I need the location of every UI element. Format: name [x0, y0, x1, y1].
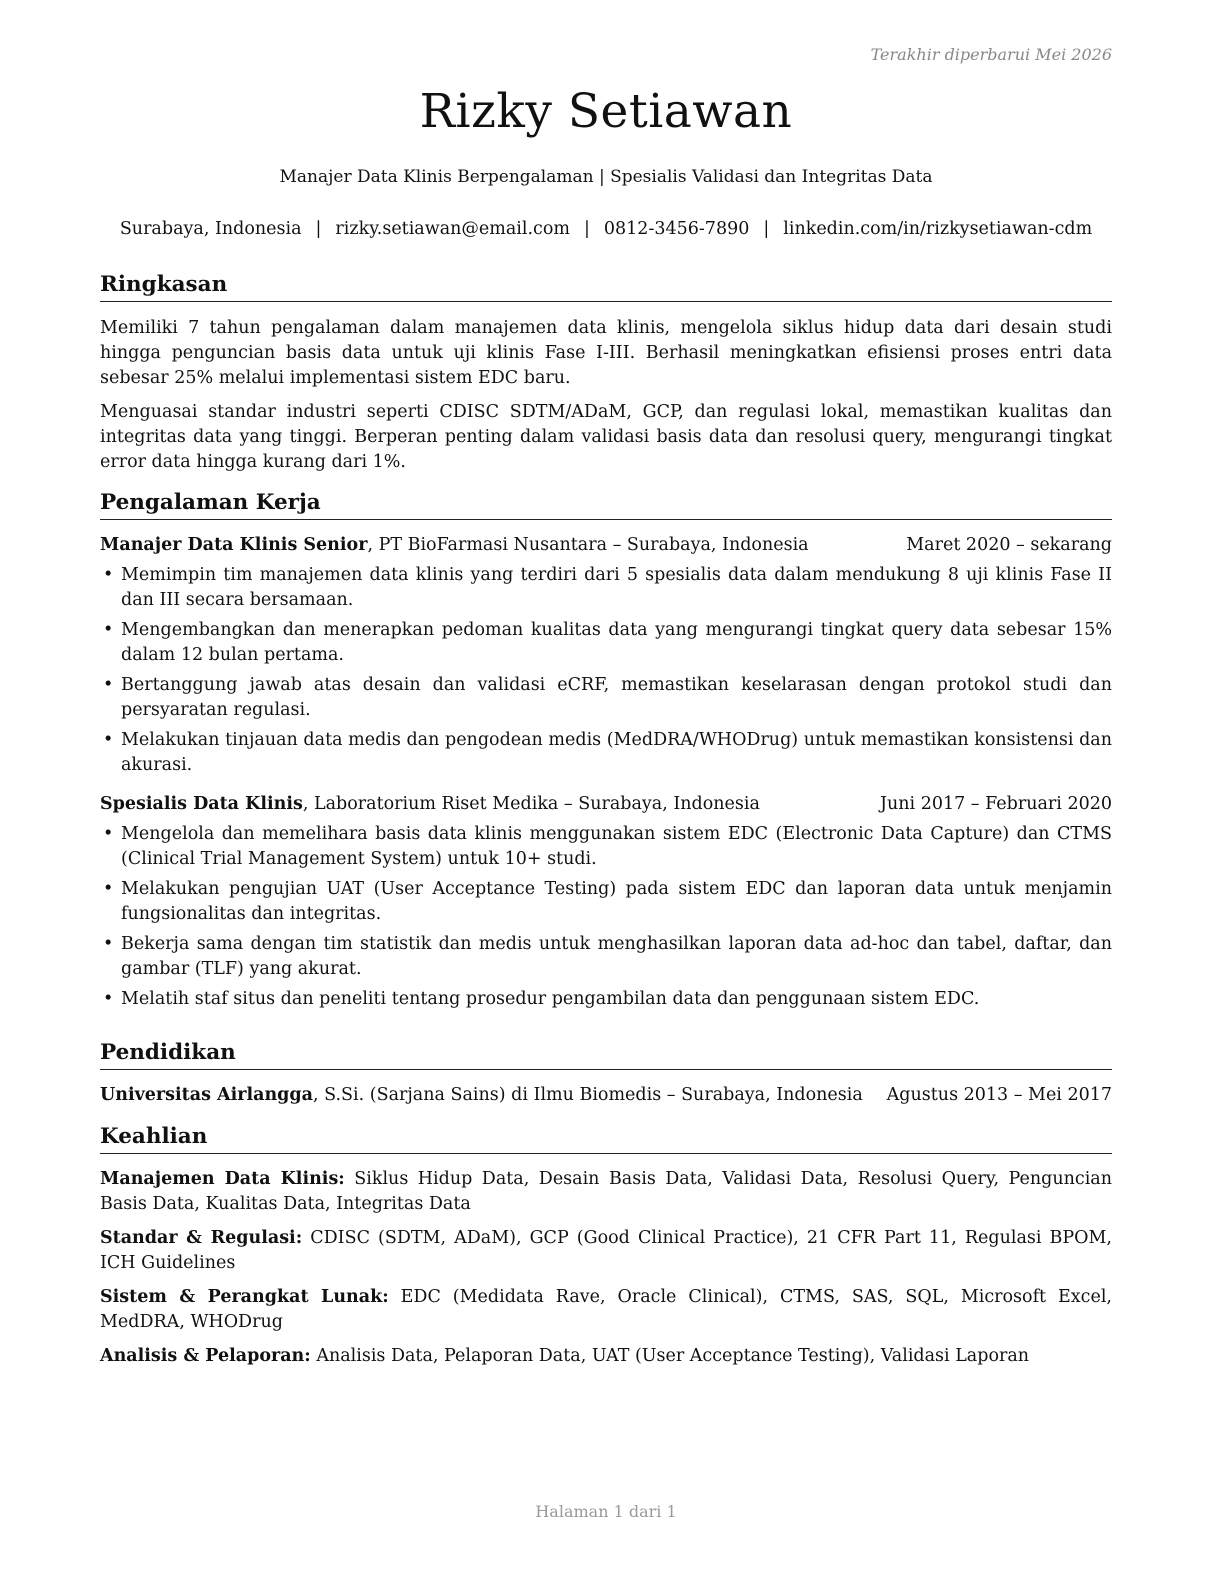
bullet-icon: • [103, 879, 114, 899]
list-item [100, 987, 1112, 1012]
job-header [100, 792, 1112, 817]
skill-label: Manajemen Data Klinis: [100, 1169, 345, 1189]
list-item [100, 822, 1112, 872]
bullet-text: Melakukan pengujian UAT (User Acceptance Testing) pada sistem EDC dan laporan data untuk menjamin fungsionalitas dan integritas. [121, 879, 1112, 924]
candidate-name: Rizky Setiawan [419, 84, 793, 139]
contact-separator: | [315, 219, 322, 239]
education-school: Universitas Airlangga [100, 1085, 313, 1105]
skill-group [100, 1344, 1112, 1369]
job-organization: , PT BioFarmasi Nusantara – Surabaya, Indonesia [367, 535, 809, 555]
skill-text: EDC (Medidata Rave, Oracle Clinical), CTMS, SAS, SQL, Microsoft Excel, MedDRA, WHODrug [100, 1287, 1112, 1332]
job-role: Manajer Data Klinis Senior [100, 535, 368, 555]
last-updated-note: Terakhir diperbarui Mei 2026 [870, 45, 1112, 64]
list-item [100, 932, 1112, 982]
job-dates: Maret 2020 – sekarang [906, 535, 1112, 555]
job-entry [100, 792, 1112, 1012]
section-heading-skills: Keahlian [100, 1123, 1112, 1154]
job-header [100, 533, 1112, 558]
experience-section [100, 489, 1112, 1012]
contact-email[interactable]: rizky.setiawan@email.com [335, 219, 570, 239]
list-item [100, 673, 1112, 723]
job-role: Spesialis Data Klinis [100, 794, 303, 814]
resume-page [100, 0, 1112, 1584]
bullet-text: Melatih staf situs dan peneliti tentang prosedur pengambilan data dan penggunaan sistem EDC. [121, 989, 980, 1009]
skill-text: Siklus Hidup Data, Desain Basis Data, Validasi Data, Resolusi Query, Penguncian Basis Data, Kualitas Data, Integritas Data [100, 1169, 1112, 1214]
bullet-text: Memimpin tim manajemen data klinis yang terdiri dari 5 spesialis data dalam mendukung 8 uji klinis Fase II dan III secara bersamaan. [121, 565, 1112, 610]
job-entry [100, 533, 1112, 778]
bullet-icon: • [103, 675, 114, 695]
summary-paragraph: Memiliki 7 tahun pengalaman dalam manajemen data klinis, mengelola siklus hidup data dari desain studi hingga penguncian basis data untuk uji klinis Fase I-III. Berhasil meningkatkan efisiensi proses entri data sebesar 25% melalui implementasi sistem EDC baru. [100, 318, 1112, 388]
education-section [100, 1039, 1112, 1108]
skill-label: Analisis & Pelaporan: [100, 1346, 311, 1366]
skill-group [100, 1167, 1112, 1217]
bullet-icon: • [103, 989, 114, 1009]
bullet-text: Mengembangkan dan menerapkan pedoman kualitas data yang mengurangi tingkat query data sebesar 15% dalam 12 bulan pertama. [121, 620, 1112, 665]
contact-line [100, 219, 1112, 239]
bullet-icon: • [103, 730, 114, 750]
bullet-text: Mengelola dan memelihara basis data klinis menggunakan sistem EDC (Electronic Data Capture) dan CTMS (Clinical Trial Management System) untuk 10+ studi. [121, 824, 1112, 869]
job-bullets [100, 822, 1112, 1012]
bullet-text: Bertanggung jawab atas desain dan validasi eCRF, memastikan keselarasan dengan protokol studi dan persyaratan regulasi. [121, 675, 1112, 720]
bullet-text: Melakukan tinjauan data medis dan pengodean medis (MedDRA/WHODrug) untuk memastikan konsistensi dan akurasi. [121, 730, 1112, 775]
list-item [100, 728, 1112, 778]
education-degree: , S.Si. (Sarjana Sains) di Ilmu Biomedis – Surabaya, Indonesia [313, 1085, 863, 1105]
summary-paragraph: Menguasai standar industri seperti CDISC SDTM/ADaM, GCP, dan regulasi lokal, memastikan kualitas dan integritas data yang tinggi. Berperan penting dalam validasi basis data dan resolusi query, mengurangi tingkat error data hingga kurang dari 1%. [100, 402, 1112, 472]
contact-separator: | [763, 219, 770, 239]
skill-text: CDISC (SDTM, ADaM), GCP (Good Clinical Practice), 21 CFR Part 11, Regulasi BPOM, ICH Guidelines [100, 1228, 1112, 1273]
bullet-icon: • [103, 934, 114, 954]
contact-linkedin[interactable]: linkedin.com/in/rizkysetiawan-cdm [783, 219, 1093, 239]
job-bullets [100, 563, 1112, 778]
list-item [100, 618, 1112, 668]
tagline: Manajer Data Klinis Berpengalaman | Spesialis Validasi dan Integritas Data [279, 167, 933, 187]
skill-group [100, 1285, 1112, 1335]
bullet-icon: • [103, 565, 114, 585]
job-organization: , Laboratorium Riset Medika – Surabaya, Indonesia [302, 794, 760, 814]
bullet-icon: • [103, 824, 114, 844]
contact-location: Surabaya, Indonesia [119, 219, 302, 239]
list-item [100, 563, 1112, 613]
page-number-footer: Halaman 1 dari 1 [535, 1502, 677, 1521]
skill-label: Sistem & Perangkat Lunak: [100, 1287, 389, 1307]
skills-section [100, 1123, 1112, 1369]
section-heading-education: Pendidikan [100, 1039, 1112, 1070]
list-item [100, 877, 1112, 927]
section-heading-experience: Pengalaman Kerja [100, 489, 1112, 520]
skill-group [100, 1226, 1112, 1276]
bullet-text: Bekerja sama dengan tim statistik dan medis untuk menghasilkan laporan data ad-hoc dan tabel, daftar, dan gambar (TLF) yang akurat. [121, 934, 1112, 979]
skill-text: Analisis Data, Pelaporan Data, UAT (User Acceptance Testing), Validasi Laporan [310, 1346, 1030, 1366]
summary-section [100, 271, 1112, 475]
job-dates: Juni 2017 – Februari 2020 [879, 794, 1112, 814]
section-heading-summary: Ringkasan [100, 271, 1112, 302]
bullet-icon: • [103, 620, 114, 640]
education-dates: Agustus 2013 – Mei 2017 [886, 1085, 1112, 1105]
skill-label: Standar & Regulasi: [100, 1228, 303, 1248]
contact-phone: 0812-3456-7890 [603, 219, 750, 239]
education-entry [100, 1083, 1112, 1108]
contact-separator: | [584, 219, 590, 239]
